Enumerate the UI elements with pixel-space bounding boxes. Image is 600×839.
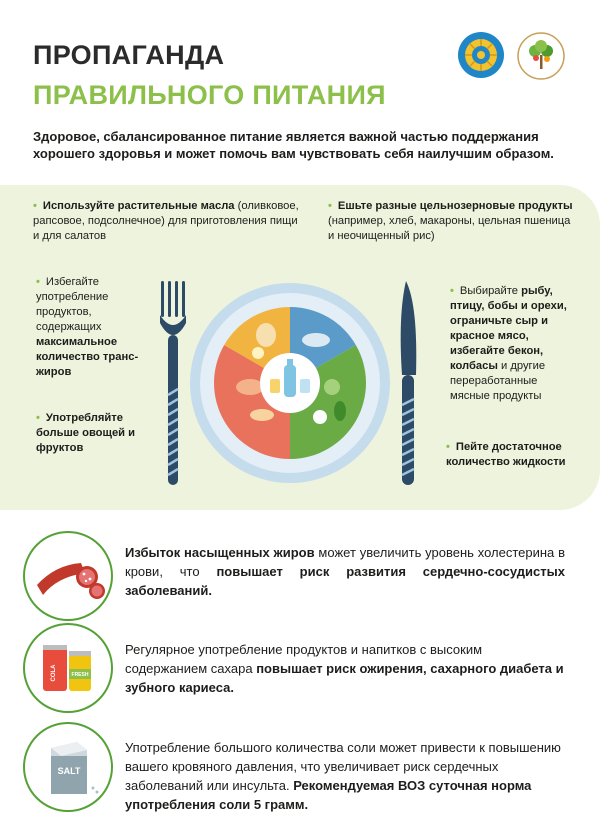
- risk-text-1: [125, 543, 565, 600]
- can-cola-label: COLA: [51, 664, 57, 682]
- risk-1-text-1: может увеличить уровень холестерина в крови, что: [125, 545, 565, 579]
- plate-illustration: [150, 275, 440, 490]
- tip-liquid-bold: Пейте достаточное количество жидкости: [446, 441, 566, 468]
- tip-vegetables: • Употребляйте больше овощей и фруктов: [36, 412, 136, 454]
- tip-trans-fat: • Избегайте употребление продуктов, содержащих максимальное количество транс-жиров: [36, 276, 139, 378]
- risk-2-bold-1: повышает риск ожирения, сахарного диабета и зубного кариеса.: [125, 661, 564, 695]
- can-fresh-label: FRESH: [71, 672, 89, 678]
- knife-icon: [401, 281, 417, 485]
- risk-icon-circle-2: [23, 623, 113, 713]
- intro-text: Здоровое, сбалансированное питание является важной частью поддержания хорошего здоровья и может помочь вам чувствовать себя наилучшим образом.: [33, 129, 554, 161]
- risk-icon-circle-3: [23, 722, 113, 812]
- risk-text-2: [125, 640, 565, 697]
- salt-label: SALT: [57, 766, 81, 776]
- risk-2-text-1: Регулярное употребление продуктов и напитков с высоким содержанием сахара: [125, 642, 483, 676]
- risk-icon-circle-1: [23, 531, 113, 621]
- state-emblem-icon: [457, 31, 505, 79]
- title-line-1: ПРОПАГАНДА: [33, 40, 225, 70]
- soda-cans-icon: [25, 625, 111, 711]
- tip-liquid: • Пейте достаточное количество жидкости: [446, 441, 566, 468]
- tip-protein-rest: и другие переработанные мясные продукты: [450, 360, 546, 402]
- tip-grains: • Ешьте разные цельнозерновые продукты (например, хлеб, макароны, цельная пшеница и неочищенный рис): [328, 200, 573, 242]
- tip-trans-fat-text: Избегайте употребление продуктов, содержащих: [36, 276, 109, 333]
- sausage-icon: [25, 533, 111, 619]
- tip-oils-text: (оливковое, рапсовое, подсолнечное) для приготовления пищи и для салатов: [33, 200, 299, 242]
- plate-icon: [190, 283, 390, 483]
- tip-oils: • Используйте растительные масла (оливковое, рапсовое, подсолнечное) для приготовления пищи и для салатов: [33, 200, 299, 242]
- tree-logo-icon: [516, 31, 564, 79]
- title-line-2: ПРАВИЛЬНОГО ПИТАНИЯ: [33, 80, 386, 110]
- tip-protein-text: Выбирайте: [459, 285, 518, 297]
- tip-grains-bold: Ешьте разные цельнозерновые продукты: [337, 200, 573, 212]
- risk-3-text-1: Употребление большого количества соли может привести к повышению вашего кровяного давления, что увеличивает риск сердечных заболеваний или инсульта.: [125, 740, 561, 793]
- fork-icon: [160, 281, 186, 485]
- risk-1-bold-2: повышает риск развития сердечно-сосудистых заболеваний.: [125, 564, 565, 598]
- tip-trans-fat-bold: максимальное количество транс-жиров: [36, 336, 139, 378]
- risk-3-bold-1: Рекомендуемая ВОЗ суточная норма употребления соли 5 грамм.: [125, 778, 532, 812]
- tip-grains-text: (например, хлеб, макароны, цельная пшеница и неочищенный рис): [328, 215, 571, 242]
- salt-icon: [25, 724, 111, 810]
- tip-vegetables-bold: Употребляйте больше овощей и фруктов: [36, 412, 136, 454]
- risk-1-bold-1: Избыток насыщенных жиров: [125, 545, 315, 560]
- tip-protein: • Выбирайте рыбу, птицу, бобы и орехи, ограничьте сыр и красное мясо, избегайте бекон, колбасы и другие переработанные мясные продукты: [450, 285, 567, 402]
- tip-protein-bold: рыбу, птицу, бобы и орехи, ограничьте сыр и красное мясо, избегайте бекон, колбасы: [450, 285, 567, 372]
- tip-oils-bold: Используйте растительные масла: [42, 200, 235, 212]
- risk-text-3: [125, 738, 565, 814]
